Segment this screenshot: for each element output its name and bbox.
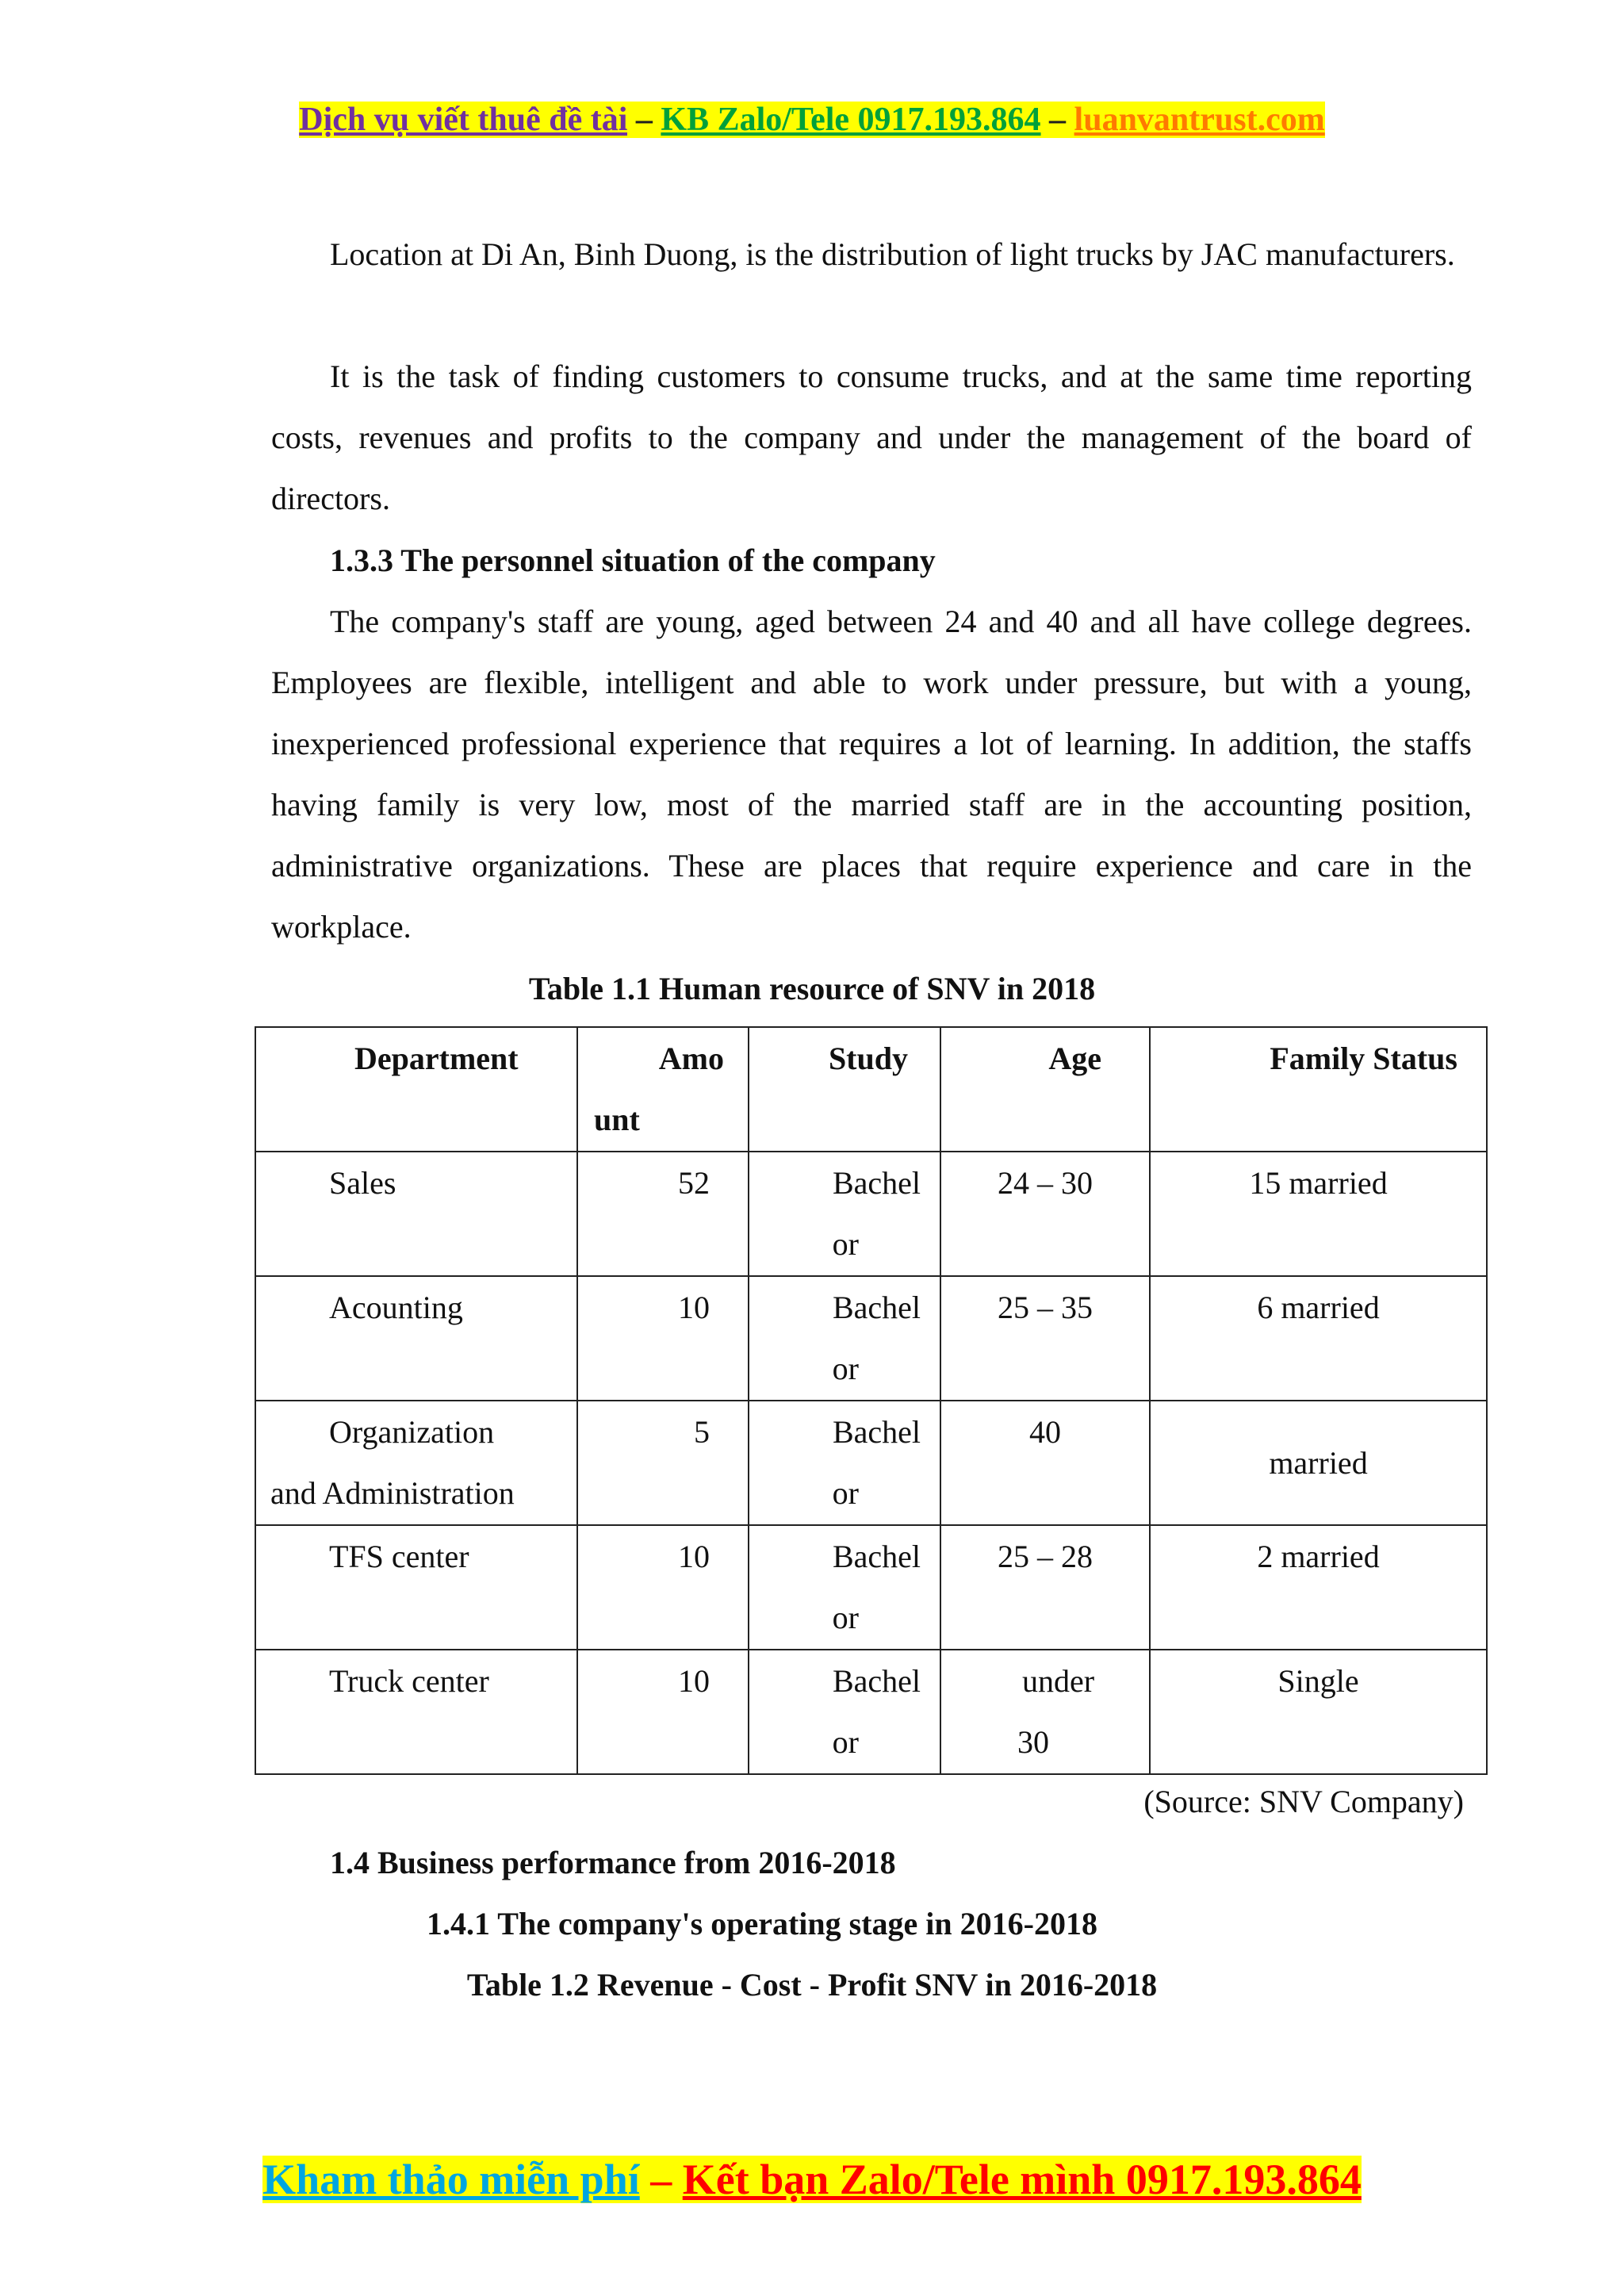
cell-study	[749, 1401, 940, 1525]
bottom-banner-contact: Kết bạn Zalo/Tele mình 0917.193.864	[682, 2156, 1362, 2203]
top-banner-separator-2: –	[1040, 102, 1074, 138]
header-amount	[577, 1027, 749, 1152]
table-1-1-caption: Table 1.1 Human resource of SNV in 2018	[528, 971, 1096, 1006]
cell-amount: 5	[577, 1401, 749, 1525]
table-header-row	[255, 1027, 1487, 1152]
top-banner	[0, 97, 1624, 143]
cell-study-line-1: Bachel	[832, 1165, 921, 1201]
cell-study	[749, 1276, 940, 1401]
cell-department: Acounting	[255, 1276, 577, 1401]
top-banner-website-link[interactable]: luanvantrust.com	[1074, 102, 1325, 138]
section-heading-1-4-1: 1.4.1 The company's operating stage in 2016-2018	[427, 1906, 1097, 1941]
top-banner-service: Dịch vụ viết thuê đề tài	[299, 102, 628, 138]
cell-age-line-2: 30	[1017, 1724, 1049, 1760]
cell-age: 25 – 35	[940, 1276, 1150, 1401]
cell-study-line-2: or	[832, 1724, 859, 1760]
header-amount-line-2: unt	[594, 1102, 640, 1137]
header-study: Study	[749, 1027, 940, 1152]
table-1-2-caption: Table 1.2 Revenue - Cost - Profit SNV in 2016-2018	[466, 1967, 1158, 2003]
cell-study-line-1: Bachel	[832, 1414, 921, 1450]
cell-study-line-1: Bachel	[832, 1663, 921, 1699]
paragraph-personnel: The company's staff are young, aged between 24 and 40 and all have college degrees. Employees are flexible, intelligent and able to work under pressure, but with a young, inexperienced professional experience that requires a lot of learning. In addition, the staffs having family is very low, most of the married staff are in the accounting position, administrative organizations. These are places that require experience and care in the workplace.	[271, 604, 1472, 945]
header-department: Department	[255, 1027, 577, 1152]
table-row	[255, 1152, 1487, 1276]
cell-study-line-2: or	[832, 1351, 859, 1386]
bottom-banner	[0, 2152, 1624, 2207]
cell-age	[940, 1650, 1150, 1774]
cell-study	[749, 1525, 940, 1650]
cell-family-status: 2 married	[1150, 1525, 1487, 1650]
table-row	[255, 1276, 1487, 1401]
cell-family-status: Single	[1150, 1650, 1487, 1774]
cell-study	[749, 1152, 940, 1276]
cell-age: 40	[940, 1401, 1150, 1525]
cell-family-status: married	[1150, 1401, 1487, 1525]
cell-age: 24 – 30	[940, 1152, 1150, 1276]
cell-amount: 10	[577, 1276, 749, 1401]
header-family-status: Family Status	[1150, 1027, 1487, 1152]
cell-department: Truck center	[255, 1650, 577, 1774]
paragraph-location: Location at Di An, Binh Duong, is the distribution of light trucks by JAC manufacturers.	[330, 236, 1455, 272]
table-row	[255, 1650, 1487, 1774]
cell-amount: 10	[577, 1525, 749, 1650]
section-heading-1-4: 1.4 Business performance from 2016-2018	[330, 1845, 896, 1880]
top-banner-contact: KB Zalo/Tele 0917.193.864	[661, 102, 1041, 138]
cell-study-line-2: or	[832, 1600, 859, 1635]
header-amount-line-1: Amo	[658, 1041, 724, 1076]
cell-department-line-1: Organization	[329, 1414, 495, 1450]
human-resource-table	[255, 1026, 1488, 1775]
cell-amount: 10	[577, 1650, 749, 1774]
header-age: Age	[940, 1027, 1150, 1152]
bottom-banner-separator: –	[639, 2156, 683, 2203]
cell-department	[255, 1401, 577, 1525]
cell-family-status: 6 married	[1150, 1276, 1487, 1401]
cell-family-status: 15 married	[1150, 1152, 1487, 1276]
cell-study	[749, 1650, 940, 1774]
cell-study-line-1: Bachel	[832, 1539, 921, 1574]
cell-study-line-2: or	[832, 1475, 859, 1511]
cell-department: Sales	[255, 1152, 577, 1276]
table-row	[255, 1401, 1487, 1525]
section-heading-1-3-3: 1.3.3 The personnel situation of the company	[330, 542, 936, 578]
table-row	[255, 1525, 1487, 1650]
cell-age: 25 – 28	[940, 1525, 1150, 1650]
cell-age-line-1: under	[1022, 1663, 1095, 1699]
table-source-note: (Source: SNV Company)	[1143, 1784, 1464, 1819]
cell-amount: 52	[577, 1152, 749, 1276]
cell-department: TFS center	[255, 1525, 577, 1650]
cell-study-line-1: Bachel	[832, 1290, 921, 1325]
top-banner-separator-1: –	[627, 102, 661, 138]
cell-study-line-2: or	[832, 1226, 859, 1262]
bottom-banner-free-reference: Kham thảo miễn phí	[262, 2156, 640, 2203]
cell-department-line-2: and Administration	[270, 1475, 515, 1511]
paragraph-task: It is the task of finding customers to consume trucks, and at the same time reporting costs, revenues and profits to the company and under the management of the board of directors.	[271, 358, 1472, 516]
